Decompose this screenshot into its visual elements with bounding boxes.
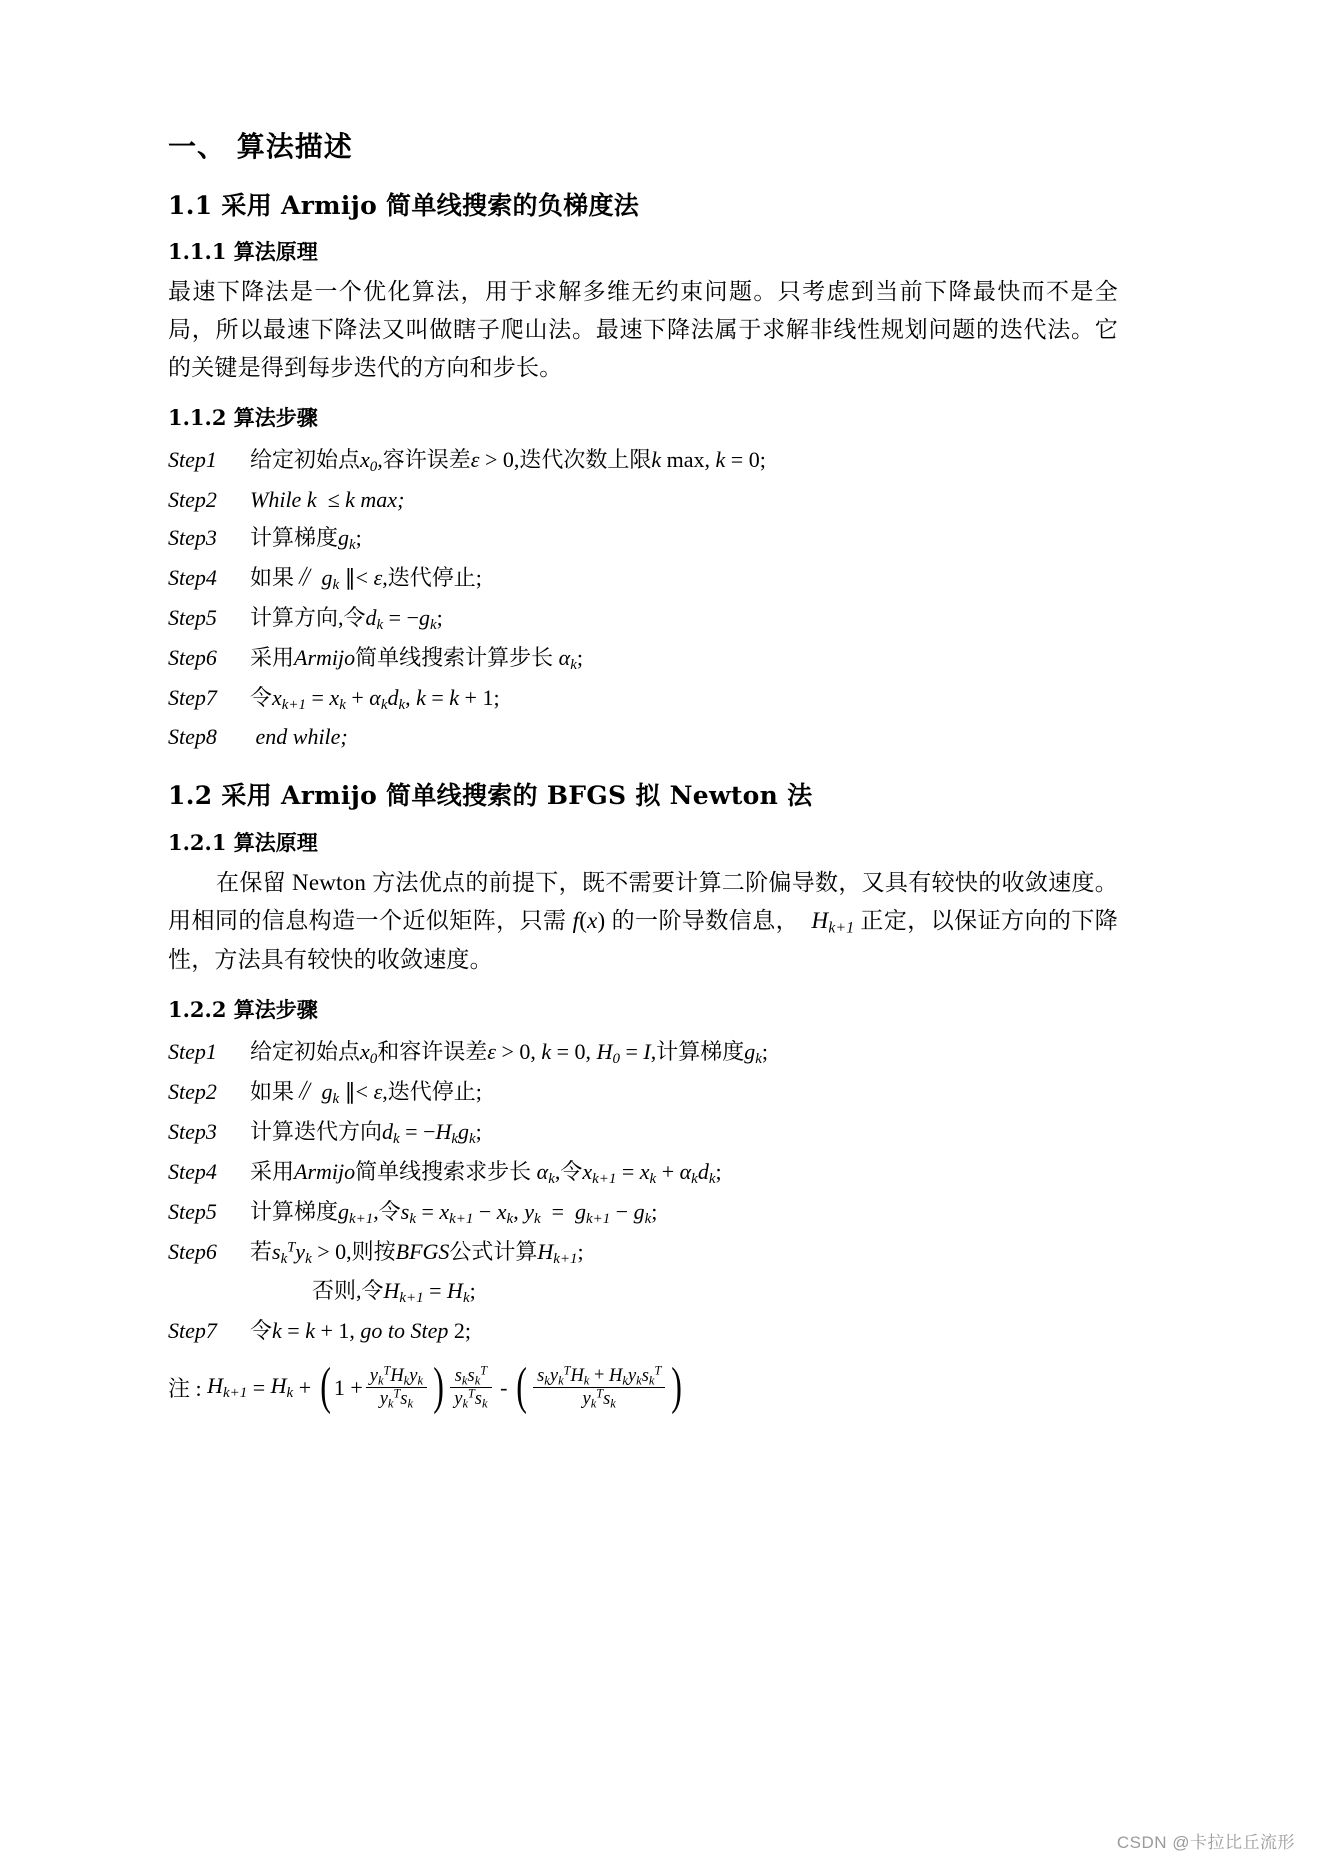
step-text: end while; bbox=[250, 724, 348, 750]
step-label bbox=[168, 1272, 250, 1310]
step-item bbox=[168, 679, 1118, 719]
steps-list-1-2-2 bbox=[168, 1033, 1118, 1350]
step-text: 若$s_k^Ty_k > 0$,则按BFGS公式计算$H_{k+1}$; bbox=[250, 1238, 584, 1267]
step-item bbox=[168, 559, 1118, 599]
section-heading-1-2: 1.2 采用 Armijo 简单线搜索的 BFGS 拟 Newton 法 bbox=[168, 781, 813, 811]
step-text: 计算梯度$g_{k+1}$,令$s_k = x_{k+1} - x_k$, $y_k = g_{k+1} - g_k$; bbox=[250, 1198, 658, 1227]
subsection-heading-1-2-2: 1.2.2 算法步骤 bbox=[168, 996, 318, 1022]
steps-list-1-1-2 bbox=[168, 441, 1118, 756]
step-item bbox=[168, 599, 1118, 639]
step-item bbox=[168, 639, 1118, 679]
step-text: 否则,令$H_{k+1} = H_k$; bbox=[312, 1278, 476, 1307]
step-item bbox=[168, 1153, 1118, 1193]
step-text: 计算方向,令$d_k = -g_k$; bbox=[250, 604, 443, 633]
step-text: 如果∥ $g_k$ ∥< ε,迭代停止; bbox=[250, 564, 482, 593]
step-label: Step2 bbox=[168, 487, 217, 513]
step-item bbox=[168, 718, 1118, 756]
step-text: 给定初始点$x_0$和容许误差ε > 0, k = 0, $H_0 = I$,计算梯度$g_k$; bbox=[250, 1039, 768, 1068]
step-label: Step4 bbox=[168, 564, 217, 590]
step-item bbox=[168, 441, 1118, 481]
paragraph-1-2-1: 在保留 Newton 方法优点的前提下，既不需要计算二阶偏导数，又具有较快的收敛速度。用相同的信息构造一个近似矩阵，只需 f(x) 的一阶导数信息， $H_{k+1}$ 正定，以保证方向的下降性，方法具有较快的收敛速度。 bbox=[168, 869, 1119, 972]
step-label: Step1 bbox=[168, 1039, 217, 1065]
bfgs-update-formula: 注 : $H_{k+1}$ = $H_k$ + ( 1 + $\frac{y_k^TH_ky_k}{y_k^Ts_k}$ ) $\frac{s_ks_k^T}{y_k^Ts_k}$ - ( $\frac{s_ky_k^TH_k + H_ky_ks_k^T}{y_k^Ts_k}$ ) bbox=[168, 1358, 683, 1416]
step-item bbox=[168, 1073, 1118, 1113]
step-label: Step7 bbox=[168, 684, 217, 710]
step-label: Step5 bbox=[168, 1198, 217, 1224]
step-label: Step3 bbox=[168, 1118, 217, 1144]
step-label: Step1 bbox=[168, 447, 217, 473]
step-label: Step3 bbox=[168, 524, 217, 550]
step-label: Step6 bbox=[168, 644, 217, 670]
document-content bbox=[168, 130, 1119, 1416]
step-text: 计算迭代方向$d_k = -H_kg_k$; bbox=[250, 1118, 482, 1148]
page-title: 一、 算法描述 bbox=[168, 130, 353, 163]
step-label: Step7 bbox=[168, 1318, 217, 1344]
step-text: 令$x_{k+1} = x_k + \alpha_kd_k$, k = k + 1; bbox=[250, 684, 500, 713]
step-label: Step6 bbox=[168, 1238, 217, 1264]
step-text: 给定初始点$x_0$,容许误差ε > 0,迭代次数上限k max, k = 0; bbox=[250, 447, 766, 476]
step-label: Step2 bbox=[168, 1078, 217, 1104]
step-item bbox=[168, 1272, 1118, 1312]
subsection-heading-1-1-1: 1.1.1 算法原理 bbox=[168, 238, 318, 264]
step-item bbox=[168, 1312, 1118, 1350]
step-item bbox=[168, 1113, 1118, 1153]
step-label: Step8 bbox=[168, 724, 217, 750]
step-text: While k ≤ k max; bbox=[250, 487, 405, 513]
section-heading-1-1: 1.1 采用 Armijo 简单线搜索的负梯度法 bbox=[168, 190, 640, 220]
step-item bbox=[168, 481, 1118, 519]
watermark: CSDN @卡拉比丘流形 bbox=[1116, 1833, 1295, 1852]
paragraph-1-1-1: 最速下降法是一个优化算法，用于求解多维无约束问题。只考虑到当前下降最快而不是全局，所以最速下降法又叫做瞎子爬山法。最速下降法属于求解非线性规划问题的迭代法。它的关键是得到每步迭代的方向和步长。 bbox=[168, 279, 1118, 380]
step-item bbox=[168, 1033, 1118, 1073]
step-text: 如果∥ $g_k$ ∥< ε,迭代停止; bbox=[250, 1078, 482, 1108]
subsection-heading-1-1-2: 1.1.2 算法步骤 bbox=[168, 404, 318, 430]
step-text: 令k = k + 1, go to Step 2; bbox=[250, 1318, 472, 1344]
step-item bbox=[168, 519, 1118, 559]
step-item bbox=[168, 1193, 1118, 1233]
step-label: Step5 bbox=[168, 604, 217, 630]
step-label: Step4 bbox=[168, 1158, 217, 1184]
step-item bbox=[168, 1233, 1118, 1273]
step-text: 采用Armijo简单线搜索计算步长 $\alpha_k$; bbox=[250, 644, 583, 673]
step-text: 计算梯度$g_k$; bbox=[250, 524, 362, 554]
subsection-heading-1-2-1: 1.2.1 算法原理 bbox=[168, 829, 318, 855]
step-text: 采用Armijo简单线搜索求步长 $\alpha_k$,令$x_{k+1} = x_k + \alpha_kd_k$; bbox=[250, 1158, 722, 1187]
